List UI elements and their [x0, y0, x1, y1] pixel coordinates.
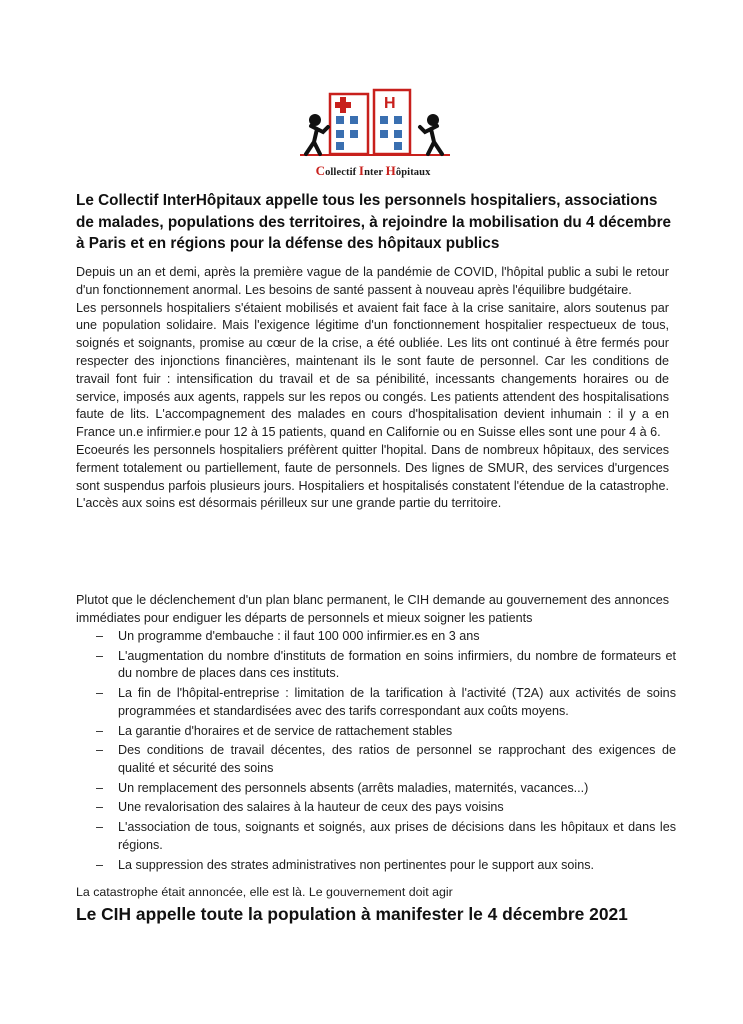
bullet-dash: –	[96, 686, 104, 701]
list-item-text: Un programme d'embauche : il faut 100 000 infirmier.es en 3 ans	[118, 629, 480, 643]
list-item-text: Des conditions de travail décentes, des ratios de personnel se rapprochant des exigences de qualité et sécurité des soins	[118, 743, 676, 775]
svg-text:H: H	[384, 95, 396, 112]
bullet-dash: –	[96, 857, 104, 872]
paragraph: Depuis un an et demi, après la première vague de la pandémie de COVID, l'hôpital public a subi le retour d'un fonctionnement anormal. Les besoins de santé passent à nouveau après l'équilibre budgétaire.	[76, 265, 669, 297]
list-item	[76, 628, 676, 646]
list-item-text: Une revalorisation des salaires à la hauteur de ceux des pays voisins	[118, 800, 504, 815]
page-title: Le Collectif InterHôpitaux appelle tous les personnels hospitaliers, associations de malades, populations des territoires, à rejoindre la mobilisation du 4 décembre à Paris et en régions pour la défense des hôpitaux publics	[76, 192, 672, 252]
list-item	[76, 780, 676, 798]
demands-intro	[76, 592, 669, 628]
list-item-text: La suppression des strates administratives non pertinentes pour le support aux soins.	[118, 857, 595, 872]
closing-statement: La catastrophe était annoncée, elle est là. Le gouvernement doit agir	[76, 885, 453, 899]
paragraph: Ecoeurés les personnels hospitaliers préfèrent quitter l'hopital. Dans de nombreux hôpitaux, des services ferment totalement ou partiellement, faute de personnels. Des lignes de SMUR, des services d'urgences sont suspendus parfois plusieurs jours. Hospitaliers et hospitalisés constatent l'étendue de la catastrophe. L'accès aux soins est désormais périlleux sur une grande partie du territoire.	[76, 442, 669, 511]
list-item-text: La garantie d'horaires et de service de rattachement stables	[118, 723, 453, 738]
bullet-dash: –	[96, 820, 104, 835]
logo-wordmark: Collectif Inter Hôpitaux	[315, 163, 431, 178]
list-item-text: L'augmentation du nombre d'instituts de formation en soins infirmiers, du nombre de formateurs et du nombre de places dans ces instituts.	[118, 648, 676, 681]
paragraph: Les personnels hospitaliers s'étaient mobilisés et avaient fait face à la crise sanitaire, alors soutenus par une population solidaire. Mais l'exigence légitime d'un fonctionnement hospitalier respectueux de tous, soignés et soignants, promise au cœur de la crise, a été oubliée. Les lits ont continué à être fermés pour respecter des injonctions financières, maintenant ils le sont faute de personnel. Car les conditions de travail font fuir : intensification du travail et de sa pénibilité, incessants changements horaires ou de service, imposés aux agents, rappels sur les repos ou congés. Les patients attendent des hospitalisations faute de lits. L'accompagnement des malades en cours d'hospitalisation devient inhumain : il y a en France un.e infirmier.e pour 12 à 15 patients, quand en Californie ou en Suisse elles sont une pour 4 à 6.	[76, 300, 669, 440]
paragraph: Plutot que le déclenchement d'un plan blanc permanent, le CIH demande au gouvernement des annonces immédiates pour endiguer les départs de personnels et mieux soigner les patients	[76, 593, 669, 625]
list-item	[76, 799, 676, 817]
bullet-dash: –	[96, 743, 104, 758]
list-item	[76, 723, 676, 741]
bullet-dash: –	[96, 629, 104, 643]
call-to-action: Le CIH appelle toute la population à manifester le 4 décembre 2021	[76, 904, 628, 924]
list-item	[76, 857, 676, 875]
bullet-dash: –	[96, 780, 104, 795]
list-item-text: La fin de l'hôpital-entreprise : limitation de la tarification à l'activité (T2A) aux activités de soins programmées et standardisées avec des tarifs correspondant aux coûts moyens.	[118, 686, 676, 718]
list-item	[76, 648, 676, 683]
list-item-text: L'association de tous, soignants et soignés, aux prises de décisions dans les hôpitaux et dans les régions.	[118, 820, 676, 852]
bullet-dash: –	[96, 723, 104, 738]
body-text	[76, 264, 669, 513]
bullet-dash: –	[96, 800, 104, 815]
demands-list	[76, 628, 676, 876]
list-item	[76, 742, 676, 777]
list-item	[76, 685, 676, 720]
list-item	[76, 819, 676, 854]
bullet-dash: –	[96, 648, 104, 663]
list-item-text: Un remplacement des personnels absents (arrêts maladies, maternités, vacances...)	[118, 780, 589, 795]
